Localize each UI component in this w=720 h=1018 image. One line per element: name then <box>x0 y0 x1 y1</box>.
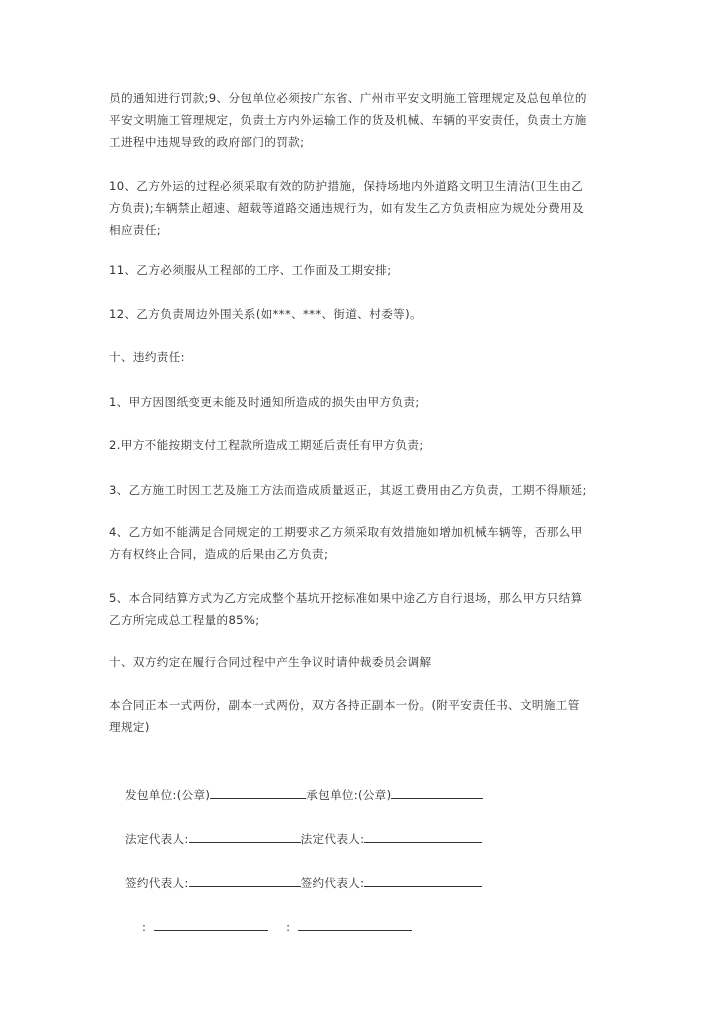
text-line: 12、乙方负责周边外围关系(如***、***、街道、村委等)。 <box>109 307 422 321</box>
signature-blank[interactable] <box>189 871 301 887</box>
signature-blank[interactable] <box>364 827 482 843</box>
text-line: 方负责);车辆禁止超速、超载等道路交通违规行为，如有发生乙方负责相应为规处分费用及 <box>109 201 584 215</box>
paragraph-breach-5 <box>109 587 627 631</box>
signature-label-legal-rep-right: 法定代表人: <box>300 832 365 846</box>
signature-label-date-right: : <box>286 920 291 934</box>
paragraph-clause-11 <box>109 259 627 281</box>
text-line: 理规定) <box>109 720 150 734</box>
signature-blank[interactable] <box>298 915 412 931</box>
signature-label-date-left: : <box>141 920 147 934</box>
signature-blank[interactable] <box>210 783 306 799</box>
paragraph-clause-12 <box>109 303 627 325</box>
section-heading-breach-liability <box>109 346 627 368</box>
paragraph-breach-2 <box>109 434 627 456</box>
text-line: 员的通知进行罚款;9、分包单位必须按广东省、广州市平安文明施工管理规定及总包单位的 <box>109 91 587 105</box>
section-title: 十、违约责任: <box>109 350 185 364</box>
paragraph-clause-10 <box>109 175 627 241</box>
signature-blank[interactable] <box>391 783 483 799</box>
text-line: 3、乙方施工时因工艺及施工方法而造成质量返正，其返工费用由乙方负责，工期不得顺延; <box>109 483 587 497</box>
text-line: 工进程中违规导致的政府部门的罚款; <box>109 135 305 149</box>
text-line: 相应责任; <box>109 223 162 237</box>
signature-blank[interactable] <box>154 915 268 931</box>
text-line: 4、乙方如不能满足合同规定的工期要求乙方须采取有效措施如增加机械车辆等，否那么甲 <box>109 525 583 539</box>
text-line: 10、乙方外运的过程必须采取有效的防护措施，保持场地内外道路文明卫生清洁(卫生由乙 <box>109 179 584 193</box>
text-line: 乙方所完成总工程量的85%; <box>109 613 260 627</box>
text-line: 5、本合同结算方式为乙方完成整个基坑开挖标准如果中途乙方自行退场，那么甲方只结算 <box>109 591 583 605</box>
signature-label-contractor: 承包单位:(公章) <box>306 788 392 802</box>
text-line: 平安文明施工管理规定，负责土方内外运输工作的货及机械、车辆的平安责任，负责土方施 <box>109 113 587 127</box>
section-heading-dispute <box>109 651 627 673</box>
text-line: 方有权终止合同，造成的后果由乙方负责; <box>109 547 329 561</box>
signature-label-employer: 发包单位:(公章) <box>124 788 211 802</box>
paragraph-continued-clause-9 <box>109 87 627 153</box>
paragraph-breach-3 <box>109 479 627 501</box>
signature-blank[interactable] <box>364 871 482 887</box>
signature-label-signing-rep-left: 签约代表人: <box>124 876 189 890</box>
paragraph-breach-1 <box>109 391 627 413</box>
section-title: 十、双方约定在履行合同过程中产生争议时请仲裁委员会调解 <box>109 655 432 669</box>
signature-label-legal-rep-left: 法定代表人: <box>124 832 189 846</box>
paragraph-breach-4 <box>109 521 627 565</box>
signature-blank[interactable] <box>189 827 301 843</box>
text-line: 2.甲方不能按期支付工程款所造成工期延后责任有甲方负责; <box>109 438 424 452</box>
signature-label-signing-rep-right: 签约代表人: <box>300 876 365 890</box>
text-line: 本合同正本一式两份，副本一式两份，双方各持正副本一份。(附平安责任书、文明施工管 <box>109 698 580 712</box>
text-line: 1、甲方因图纸变更未能及时通知所造成的损失由甲方负责; <box>109 395 420 409</box>
signature-row-date <box>126 893 412 960</box>
text-line: 11、乙方必须服从工程部的工序、工作面及工期安排; <box>109 263 392 277</box>
paragraph-copies <box>109 694 627 738</box>
